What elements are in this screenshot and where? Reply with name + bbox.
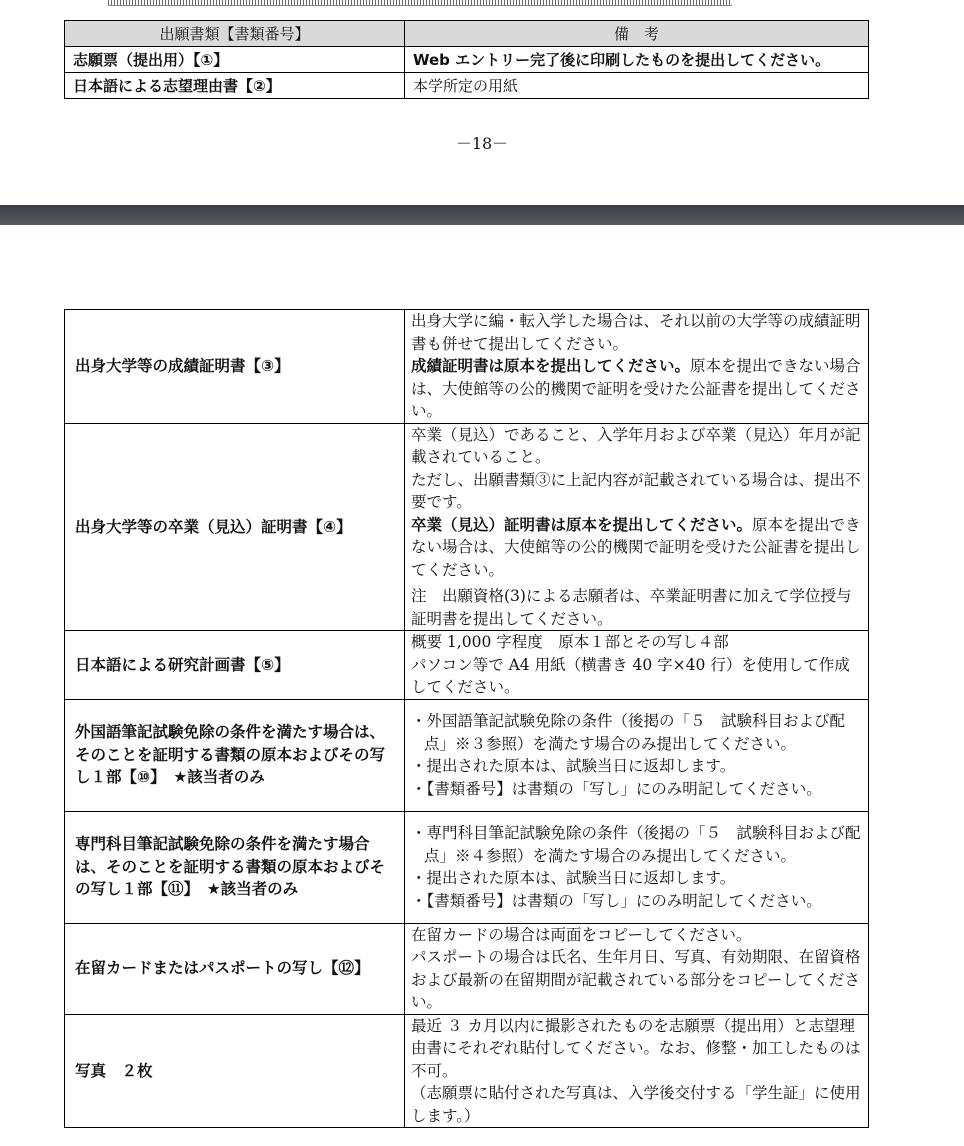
note-line: 最近 ３ カ月以内に撮影されたものを志願票（提出用）と志望理由書にそれぞれ貼付してください。なお、修整・加工したものは不可。: [411, 1016, 861, 1080]
table-row: [65, 310, 869, 424]
doc-item: 日本語による志望理由書【②】: [65, 73, 405, 99]
note-emphasis: 卒業（見込）証明書は原本を提出してください。: [411, 515, 753, 534]
note-emphasis: 成績証明書は原本を提出してください。: [411, 357, 691, 375]
doc-note: [405, 811, 869, 923]
note-text: 原本を提出できない場合は、大使館等の公的機関で証明を受けた公証書を提出してください。: [411, 515, 861, 579]
doc-note: [405, 631, 869, 700]
doc-note: Web エントリー完了後に印刷したものを提出してください。: [405, 47, 869, 73]
table-row: [65, 811, 869, 923]
table-row: [65, 1014, 869, 1128]
doc-note: [405, 923, 869, 1014]
table-header-row: [65, 21, 869, 47]
doc-item: 外国語筆記試験免除の条件を満たす場合は、そのことを証明する書類の原本およびその写し１部【⑩】 ★該当者のみ: [65, 699, 405, 811]
table-row: [65, 47, 869, 73]
note-line: 概要 1,000 字程度 原本１部とその写し４部: [411, 633, 729, 651]
note-line: （志願票に貼付された写真は、入学後交付する「学生証」に使用します。）: [411, 1084, 861, 1125]
doc-note: [405, 310, 869, 424]
note-line: 卒業（見込）であること、入学年月および卒業（見込）年月が記載されていること。: [411, 425, 861, 466]
note-line: [411, 355, 862, 423]
table-row: [65, 923, 869, 1014]
note-text: 原本を提出できない場合は、大使館等の公的機関で証明を受けた公証書を提出してください。: [411, 357, 861, 420]
note-line: パソコン等で A4 用紙（横書き 40 字×40 行）を使用して作成してください。: [411, 655, 850, 696]
note-bullet: ・専門科目筆記試験免除の条件（後掲の「５ 試験科目および配点」※４参照）を満たす場合のみ提出してください。: [411, 824, 861, 865]
page-divider: [0, 205, 964, 225]
note-line: [411, 514, 862, 582]
doc-note: 本学所定の用紙: [405, 73, 869, 99]
doc-item: 在留カードまたはパスポートの写し【⑫】: [65, 923, 405, 1014]
header-documents: 出願書類【書類番号】: [65, 21, 405, 47]
documents-table-top: [64, 20, 869, 99]
note-bullet: ・【書類番号】は書類の「写し」にのみ明記してください。: [411, 779, 822, 798]
note-line: 出身大学に編・転入学した場合は、それ以前の大学等の成績証明書も併せて提出してください。: [411, 312, 861, 353]
documents-table-main: [64, 309, 869, 1128]
table-row: [65, 73, 869, 99]
note-line: ただし、出願書類③に上記内容が記載されている場合は、提出不要です。: [411, 470, 861, 511]
table-row: [65, 699, 869, 811]
doc-note: [405, 1014, 869, 1128]
doc-item: 日本語による研究計画書【⑤】: [65, 631, 405, 700]
doc-item: 出身大学等の卒業（見込）証明書【④】: [65, 423, 405, 631]
note-bullet: ・【書類番号】は書類の「写し」にのみ明記してください。: [411, 891, 822, 910]
note-line: 注 出願資格(3)による志願者は、卒業証明書に加えて学位授与証明書を提出してください。: [411, 587, 852, 628]
doc-note: [405, 423, 869, 631]
doc-item: 志願票（提出用）【①】: [65, 47, 405, 73]
doc-item: 写真 ２枚: [65, 1014, 405, 1128]
note-bullet: ・提出された原本は、試験当日に返却します。: [411, 757, 736, 775]
table-row: [65, 631, 869, 700]
decorative-rule: [108, 0, 732, 6]
doc-note: [405, 699, 869, 811]
doc-item: 専門科目筆記試験免除の条件を満たす場合は、そのことを証明する書類の原本およびその写し１部【⑪】 ★該当者のみ: [65, 811, 405, 923]
page-number: －18－: [455, 134, 509, 153]
note-bullet: ・外国語筆記試験免除の条件（後掲の「５ 試験科目および配点」※３参照）を満たす場合のみ提出してください。: [411, 712, 846, 753]
note-line: 在留カードの場合は両面をコピーしてください。: [411, 925, 752, 944]
doc-item: 出身大学等の成績証明書【③】: [65, 310, 405, 424]
table-row: [65, 423, 869, 631]
header-remarks: 備 考: [405, 21, 869, 47]
note-line: パスポートの場合は氏名、生年月日、写真、有効期限、在留資格および最新の在留期間が記載されている部分をコピーしてください。: [411, 948, 861, 1011]
note-bullet: ・提出された原本は、試験当日に返却します。: [411, 869, 736, 887]
